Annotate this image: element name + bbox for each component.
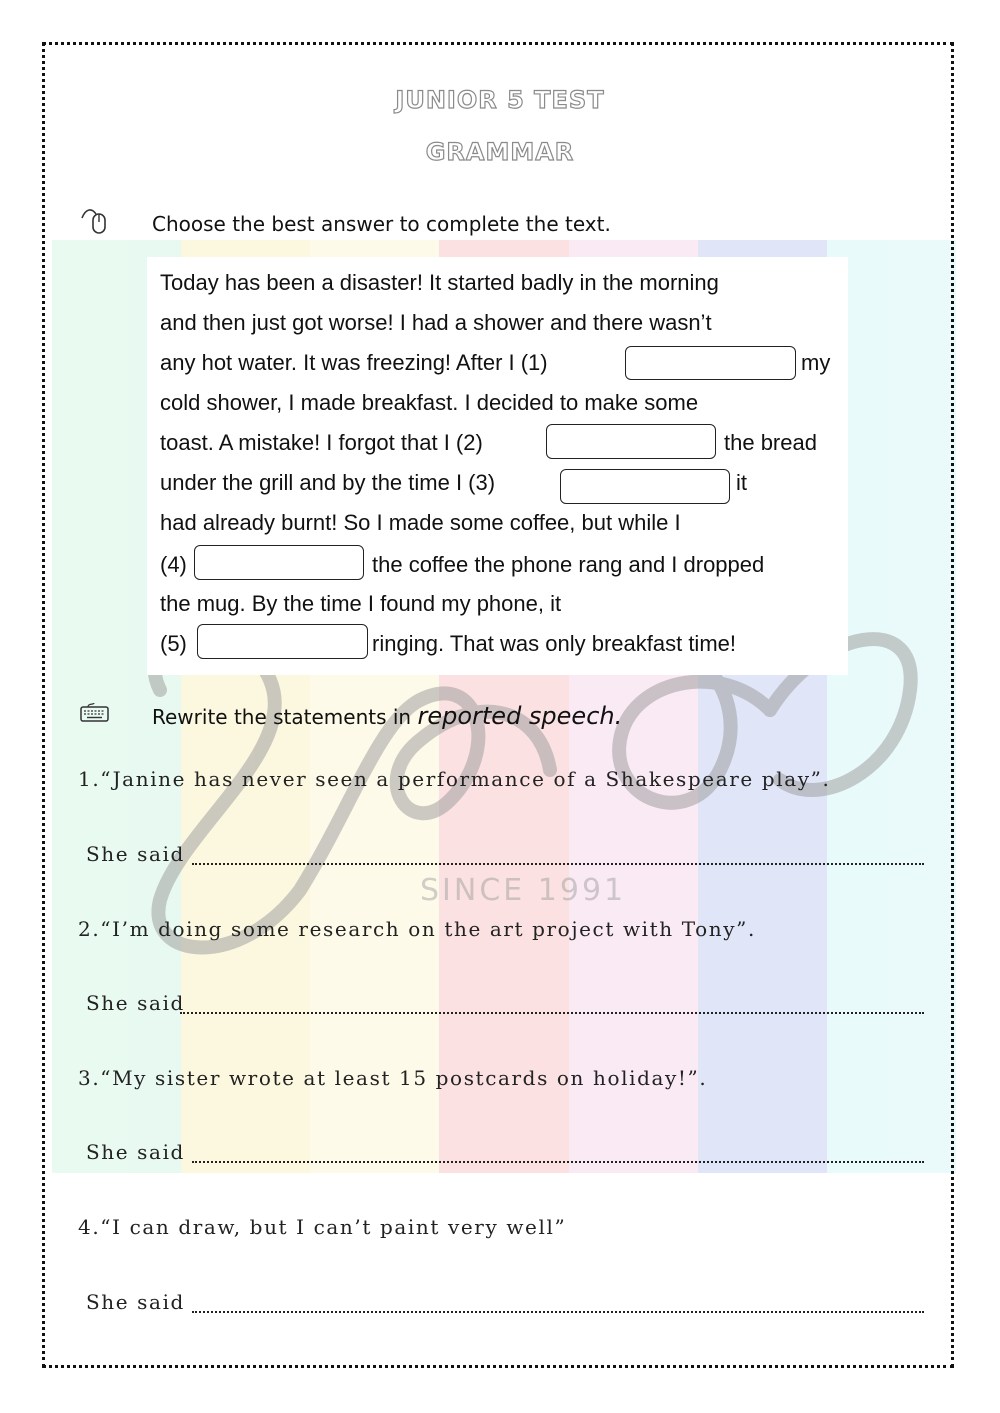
passage-line: had already burnt! So I made some coffee, but while I: [160, 510, 681, 535]
passage-line: ringing. That was only breakfast time!: [372, 631, 736, 656]
answer-prompt-4: She said: [86, 1290, 185, 1314]
answer-line-1[interactable]: [192, 863, 924, 865]
passage-line: it: [736, 470, 747, 495]
answer-box-1[interactable]: [625, 346, 796, 380]
answer-line-2[interactable]: [180, 1012, 924, 1014]
statement-4: 4.“I can draw, but I can’t paint very well”: [78, 1215, 567, 1239]
passage-line: my: [801, 350, 831, 375]
answer-box-4[interactable]: [194, 545, 364, 580]
passage-line: Today has been a disaster! It started badly in the morning: [160, 270, 719, 295]
passage-line: toast. A mistake! I forgot that I (2): [160, 430, 483, 455]
passage-line: the bread: [724, 430, 817, 455]
passage-line: under the grill and by the time I (3): [160, 470, 496, 495]
passage-line: (5): [160, 631, 187, 656]
passage-line: cold shower, I made breakfast. I decided to make some: [160, 390, 699, 415]
statement-1: 1.“Janine has never seen a performance of a Shakespeare play”.: [78, 767, 831, 791]
answer-line-3[interactable]: [192, 1161, 924, 1163]
mouse-icon: [80, 206, 112, 236]
section1-instruction: Choose the best answer to complete the text.: [152, 212, 611, 236]
section2-instruction-text: Rewrite the statements in: [152, 705, 418, 729]
answer-box-2[interactable]: [546, 424, 716, 459]
passage-line: the mug. By the time I found my phone, it: [160, 591, 562, 616]
statement-3: 3.“My sister wrote at least 15 postcards on holiday!”.: [78, 1066, 708, 1090]
answer-prompt-3: She said: [86, 1140, 185, 1164]
passage-line: and then just got worse! I had a shower and there wasn’t: [160, 310, 712, 335]
passage-line: (4): [160, 552, 187, 577]
answer-box-3[interactable]: [560, 469, 730, 504]
answer-prompt-1: She said: [86, 842, 185, 866]
passage-line: the coffee the phone rang and I dropped: [372, 552, 765, 577]
answer-box-5[interactable]: [197, 624, 368, 659]
section2-instruction: [152, 702, 622, 730]
section2-instruction-emphasis: reported speech.: [417, 702, 623, 730]
keyboard-icon: [80, 703, 110, 723]
page-title: JUNIOR 5 TEST: [395, 86, 605, 114]
answer-line-4[interactable]: [192, 1311, 924, 1313]
answer-prompt-2: She said: [86, 991, 185, 1015]
statement-2: 2.“I’m doing some research on the art project with Tony”.: [78, 917, 756, 941]
passage-line: any hot water. It was freezing! After I (1): [160, 350, 548, 375]
watermark-text: SINCE 1991: [420, 873, 627, 908]
page-subtitle: GRAMMAR: [425, 138, 575, 166]
